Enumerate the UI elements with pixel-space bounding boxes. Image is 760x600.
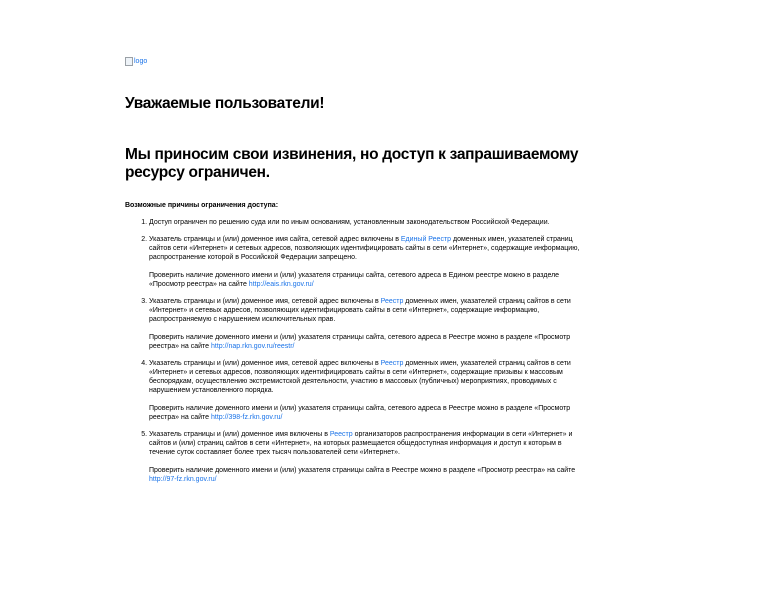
reason-text: 4. Указатель страницы и (или) доменное имя, сетевой адрес включены в Реестр доменных имен, указателей страниц сайтов в сети «Интернет» и сетевых адресов, позволяющих идентифицировать сайты в сети «Интернет», содержащие призывы к массовым беспорядкам, осуществлению экстремистской деятельности, участию в массовых (публичных) мероприятиях, проводимых с нарушением установленного порядка. <box>149 360 571 394</box>
reason-item-court <box>149 218 589 227</box>
page-subheading: Мы приносим свои извинения, но доступ к запрашиваемому ресурсу ограничен. <box>125 146 579 181</box>
distributors-registry-link[interactable]: Реестр <box>329 431 353 438</box>
reason-item-extremism-registry <box>149 359 589 422</box>
reason-text: 2. Указатель страницы и (или) доменное имя сайта, сетевой адрес включены в Единый Реестр доменных имен, указателей страниц сайтов сети «Интернет» и сетевых адресов, позволяющих идентифицировать сайты в сети «Интернет», содержащие информацию, распространение которой в Российской Федерации запрещено. <box>149 236 580 261</box>
nap-link[interactable]: http://nap.rkn.gov.ru/reestr/ <box>210 343 295 350</box>
copyright-registry-link[interactable]: Реестр <box>380 298 404 305</box>
398-fz-link[interactable]: http://398-fz.rkn.gov.ru/ <box>210 414 283 421</box>
reason-check-text: Проверить наличие доменного имени и (или) указателя страницы сайта в Реестре можно в разделе «Просмотр реестра» на сайте http://97-fz.rkn.gov.ru/ <box>149 467 576 483</box>
reason-text: 5. Указатель страницы и (или) доменное имя включены в Реестр организаторов распространения информации в сети «Интернет» и сайтов и (или) страниц сайтов в сети «Интернет», на которых размещается общедоступная информация и доступ к которым в течение суток составляет более трех тысяч пользователей сети «Интернет». <box>149 431 573 456</box>
reason-check-text: Проверить наличие доменного имени и (или) указателя страницы сайта, сетевого адреса в Едином реестре можно в разделе «Просмотр реестра» на сайте http://eais.rkn.gov.ru/ <box>149 272 560 288</box>
reason-item-copyright-registry <box>149 297 589 351</box>
page-heading: Уважаемые пользователи! <box>125 95 325 112</box>
logo-alt-text: logo <box>134 58 148 65</box>
reason-check-text: Проверить наличие доменного имени и (или) указателя страницы сайта, сетевого адреса в Реестре можно в разделе «Просмотр реестра» на сайте http://nap.rkn.gov.ru/reestr/ <box>149 334 571 350</box>
broken-image-icon <box>125 57 133 66</box>
reason-item-unified-registry <box>149 235 589 289</box>
reason-check-text: Проверить наличие доменного имени и (или) указателя страницы сайта, сетевого адреса в Реестре можно в разделе «Просмотр реестра» на сайте http://398-fz.rkn.gov.ru/ <box>149 405 571 421</box>
97-fz-link[interactable]: http://97-fz.rkn.gov.ru/ <box>149 476 217 483</box>
logo-image <box>125 57 147 66</box>
extremism-registry-link[interactable]: Реестр <box>380 360 404 367</box>
eais-link[interactable]: http://eais.rkn.gov.ru/ <box>248 281 314 288</box>
reasons-title: Возможные причины ограничения доступа: <box>125 202 279 209</box>
unified-registry-link[interactable]: Единый Реестр <box>400 236 452 243</box>
reason-text: 1. Доступ ограничен по решению суда или по иным основаниям, установленным законодательством Российской Федерации. <box>149 219 550 226</box>
reason-item-distributors-registry <box>149 430 589 484</box>
reason-text: 3. Указатель страницы и (или) доменное имя, сетевой адрес включены в Реестр доменных имен, указателей страниц сайтов в сети «Интернет» и сетевых адресов, позволяющих идентифицировать сайты в сети «Интернет», содержащие информацию, распространяемую с нарушением исключительных прав. <box>149 298 571 323</box>
reasons-list <box>125 218 589 492</box>
